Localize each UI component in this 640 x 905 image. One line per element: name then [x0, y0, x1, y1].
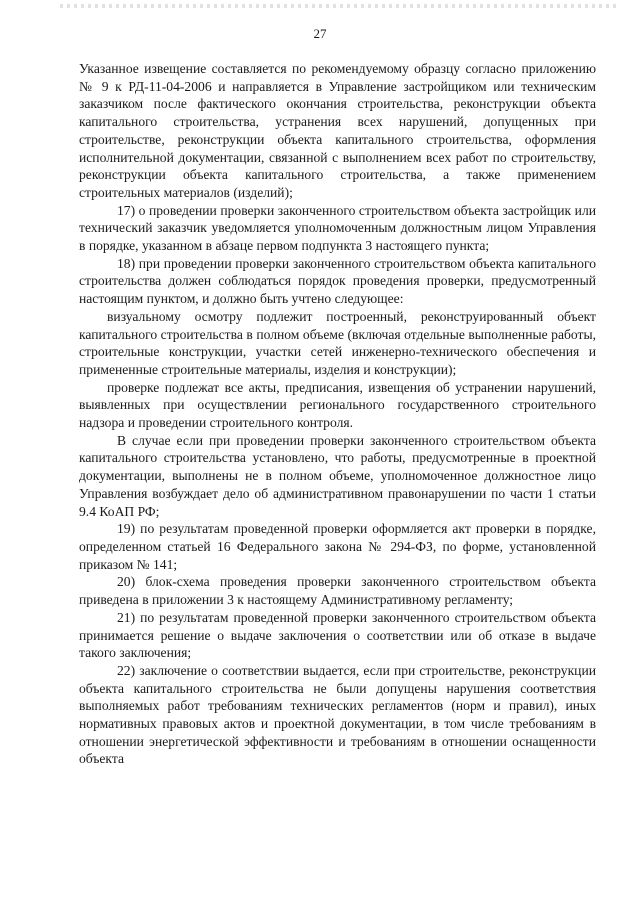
paragraph-item-21: 21) по результатам проведенной проверки законченного строительством объекта принимается решение о выдаче заключения о соответствии или об отказе в выдаче такого заключения; — [79, 609, 596, 661]
paragraph-item-19: 19) по результатам проведенной проверки оформляется акт проверки в порядке, определенном статьей 16 Федерального закона № 294-ФЗ, по форме, установленной приказом № 141; — [79, 521, 596, 572]
document-body — [79, 60, 596, 768]
paragraph-visual-inspection: визуальному осмотру подлежит построенный, реконструированный объект капитального строительства в полном объеме (включая отдельные выполненные работы, строительные конструкции, участки сетей инженерно-технического обеспечения и примененные строительные материалы, изделия и конструкции); — [79, 308, 596, 377]
paragraph-item-17: 17) о проведении проверки законченного строительством объекта застройщик или технический заказчик уведомляется уполномоченным должностным лицом Управления в порядке, указанном в абзаце первом подпункта 3 настоящего пункта; — [79, 202, 596, 254]
paragraph-item-18: 18) при проведении проверки законченного строительством объекта капитального строительства должен соблюдаться порядок проведения проверки, предусмотренный настоящим пунктом, и должно быть учтено следующее: — [79, 255, 596, 307]
paragraph-documents-check: проверке подлежат все акты, предписания, извещения об устранении нарушений, выявленных при осуществлении регионального государственного строительного надзора и проведении строительного контроля. — [79, 379, 596, 431]
paragraph-item-20: 20) блок-схема проведения проверки законченного строительством объекта приведена в приложении 3 к настоящему Административному регламенту; — [79, 574, 596, 608]
paragraph-incomplete-works: В случае если при проведении проверки законченного строительством объекта капитального строительства установлено, что работы, предусмотренные в проектной документации, выполнены не в полном объеме, уполномоченное должностное лицо Управления возбуждает дело об административном правонарушении по части 1 статьи 9.4 КоАП РФ; — [79, 432, 596, 519]
page-number: 27 — [313, 26, 327, 41]
paragraph-notice-composition: Указанное извещение составляется по рекомендуемому образцу согласно приложению № 9 к РД-11-04-2006 и направляется в Управление застройщиком или техническим заказчиком после фактического окончания строительства, реконструкции объекта капитального строительства, устранения всех нарушений, допущенных при строительстве, реконструкции объекта капитального строительства, оформления исполнительной документации, связанной с выполнением всех работ по строительству, реконструкции объекта капитального строительства, а также применением строительных материалов (изделий); — [79, 61, 596, 200]
paragraph-item-22: 22) заключение о соответствии выдается, если при строительстве, реконструкции объекта капитального строительства не были допущены нарушения соответствия выполняемых работ требованиям технических регламентов (норм и правил), иных нормативных правовых актов и проектной документации, в том числе требованиям в отношении энергетической эффективности и требованиям в отношении оснащенности объекта — [79, 662, 596, 767]
scan-edge-artifact — [60, 4, 620, 8]
